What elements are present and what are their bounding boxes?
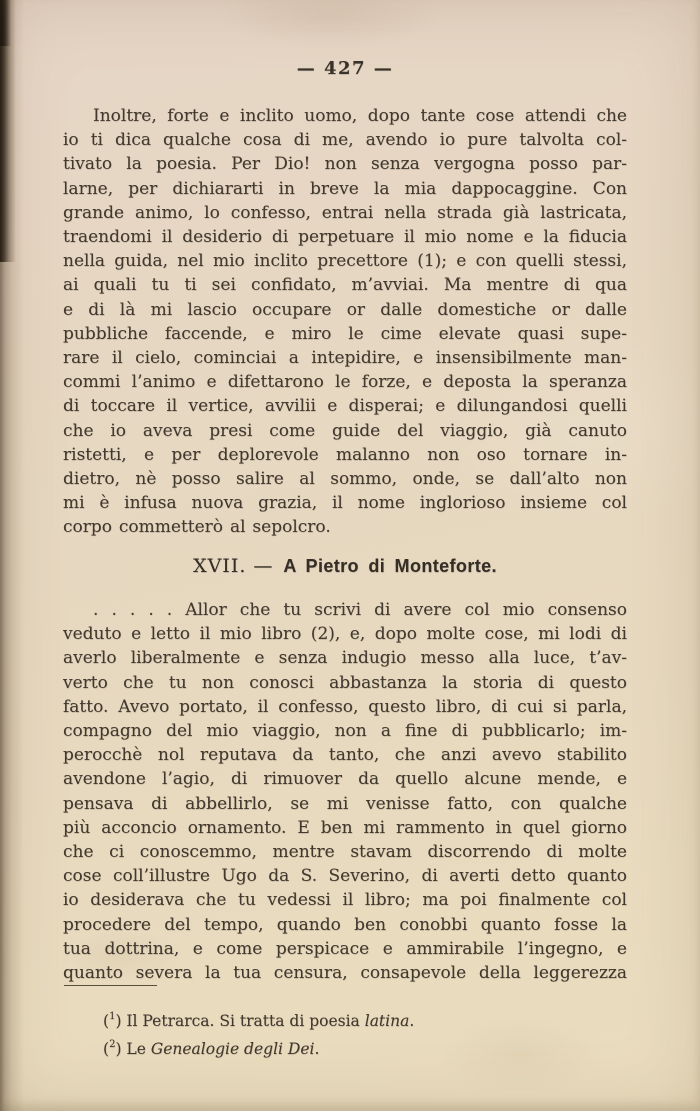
page-number: — 427 —: [296, 58, 394, 79]
text-line: . . . . . Allor che tu scrivi di avere col mio consenso: [93, 600, 627, 620]
text-line: corpo commetterò al sepolcro.: [63, 517, 331, 538]
footnote-1-text: Il Petrarca. Si tratta di poesia: [121, 1012, 365, 1031]
text-line: più acconcio ornamento. E ben mi rammento in quel giorno: [63, 817, 627, 838]
page-gutter-shadow-top: [0, 0, 16, 262]
text-line: nella guida, nel mio inclito precettore (1); e con quelli stessi,: [63, 251, 627, 272]
section-numeral: XVII. —: [193, 555, 274, 577]
text-line: verto che tu non conosci abbastanza la storia di questo: [63, 672, 627, 693]
text-line: tua dottrina, e come perspicace e ammirabile l’ingegno, e: [63, 938, 627, 959]
text-line: grande animo, lo confesso, entrai nella strada già lastricata,: [63, 202, 627, 223]
text-line: procedere del tempo, quando ben conobbi quanto fosse la: [63, 914, 627, 935]
footnote-separator: [64, 985, 157, 986]
footnote-1-marker-digit: 1: [109, 1011, 116, 1022]
footnote-1-marker: [103, 1012, 122, 1030]
text-line: ai quali tu ti sei confidato, m’avviai. Ma mentre di qua: [63, 275, 627, 296]
text-line: larne, per dichiararti in breve la mia dappocaggine. Con: [63, 178, 627, 199]
text-line: che ci conoscemmo, mentre stavam discorrendo di molte: [63, 842, 627, 863]
text-line: commi l’animo e difettarono le forze, e deposta la speranza: [63, 372, 627, 393]
text-line: pensava di abbellirlo, se mi venisse fatto, con qualche: [63, 793, 627, 814]
footnote-1-marker-open: (: [103, 1012, 110, 1031]
footnote-2-tail: .: [314, 1039, 320, 1058]
footnote-2-text: Le: [121, 1039, 151, 1058]
footnote-2-marker-digit: 2: [109, 1038, 116, 1050]
section-heading: [63, 550, 627, 578]
text-line: pubbliche faccende, e miro le cime elevate quasi supe-: [63, 323, 627, 344]
text-line: veduto e letto il mio libro (2), e, dopo molte cose, mi lodi di: [63, 624, 627, 645]
footnote-2-italic: Genealogie degli Dei: [150, 1039, 315, 1058]
text-line: perocchè nol reputava da tanto, che anzi avevo stabilito: [63, 745, 627, 766]
footnote-1: [103, 1006, 613, 1034]
text-line: avendone l’agio, di rimuover da quello alcune mende, e: [63, 769, 627, 790]
text-line: traendomi il desiderio di perpetuare il mio nome e la fiducia: [63, 227, 627, 248]
text-line: averlo liberalmente e senza indugio messo alla luce, t’av-: [63, 648, 627, 669]
text-line: cose coll’illustre Ugo da S. Severino, di averti detto quanto: [63, 866, 627, 887]
text-line: mi è infusa nuova grazia, il nome inglorioso insieme col: [63, 493, 627, 514]
text-line: che io aveva presi come guide del viaggio, già canuto: [63, 420, 627, 441]
footnotes: [103, 1006, 613, 1061]
footnote-2: [103, 1034, 613, 1062]
footnote-2-marker-close: ): [115, 1039, 122, 1058]
text-line: quanto severa la tua censura, consapevole della leggerezza: [63, 963, 627, 984]
text-line: rare il cielo, cominciai a intepidire, e insensibilmente man-: [63, 348, 627, 369]
footnote-2-marker: [103, 1040, 122, 1058]
footnote-1-italic: latina: [364, 1012, 410, 1031]
text-line: io ti dica qualche cosa di me, avendo io pure talvolta col-: [63, 130, 627, 151]
text-line: io desiderava che tu vedessi il libro; ma poi finalmente col: [63, 890, 627, 911]
section-title: A Pietro di Monteforte.: [283, 556, 497, 576]
paragraph-2: [63, 598, 627, 985]
text-line: ristetti, e per deplorevole malanno non oso tornare in-: [63, 444, 627, 465]
text-line: compagno del mio viaggio, non a fine di pubblicarlo; im-: [63, 721, 627, 742]
text-line: fatto. Avevo portato, il confesso, questo libro, di cui si parla,: [63, 696, 627, 717]
footnote-1-marker-close: ): [115, 1012, 122, 1031]
text-line: dietro, nè posso salire al sommo, onde, se dall’alto non: [63, 469, 627, 490]
text-line: di toccare il vertice, avvilii e disperai; e dilungandosi quelli: [63, 396, 627, 417]
text-line: tivato la poesia. Per Dio! non senza vergogna posso par-: [63, 154, 627, 175]
paragraph-1: [63, 104, 627, 540]
footnote-1-tail: .: [409, 1012, 415, 1031]
footnote-2-marker-open: (: [103, 1039, 110, 1058]
text-line: Inoltre, forte e inclito uomo, dopo tante cose attendi che: [93, 106, 627, 126]
text-line: e di là mi lascio occupare or dalle domestiche or dalle: [63, 299, 627, 320]
